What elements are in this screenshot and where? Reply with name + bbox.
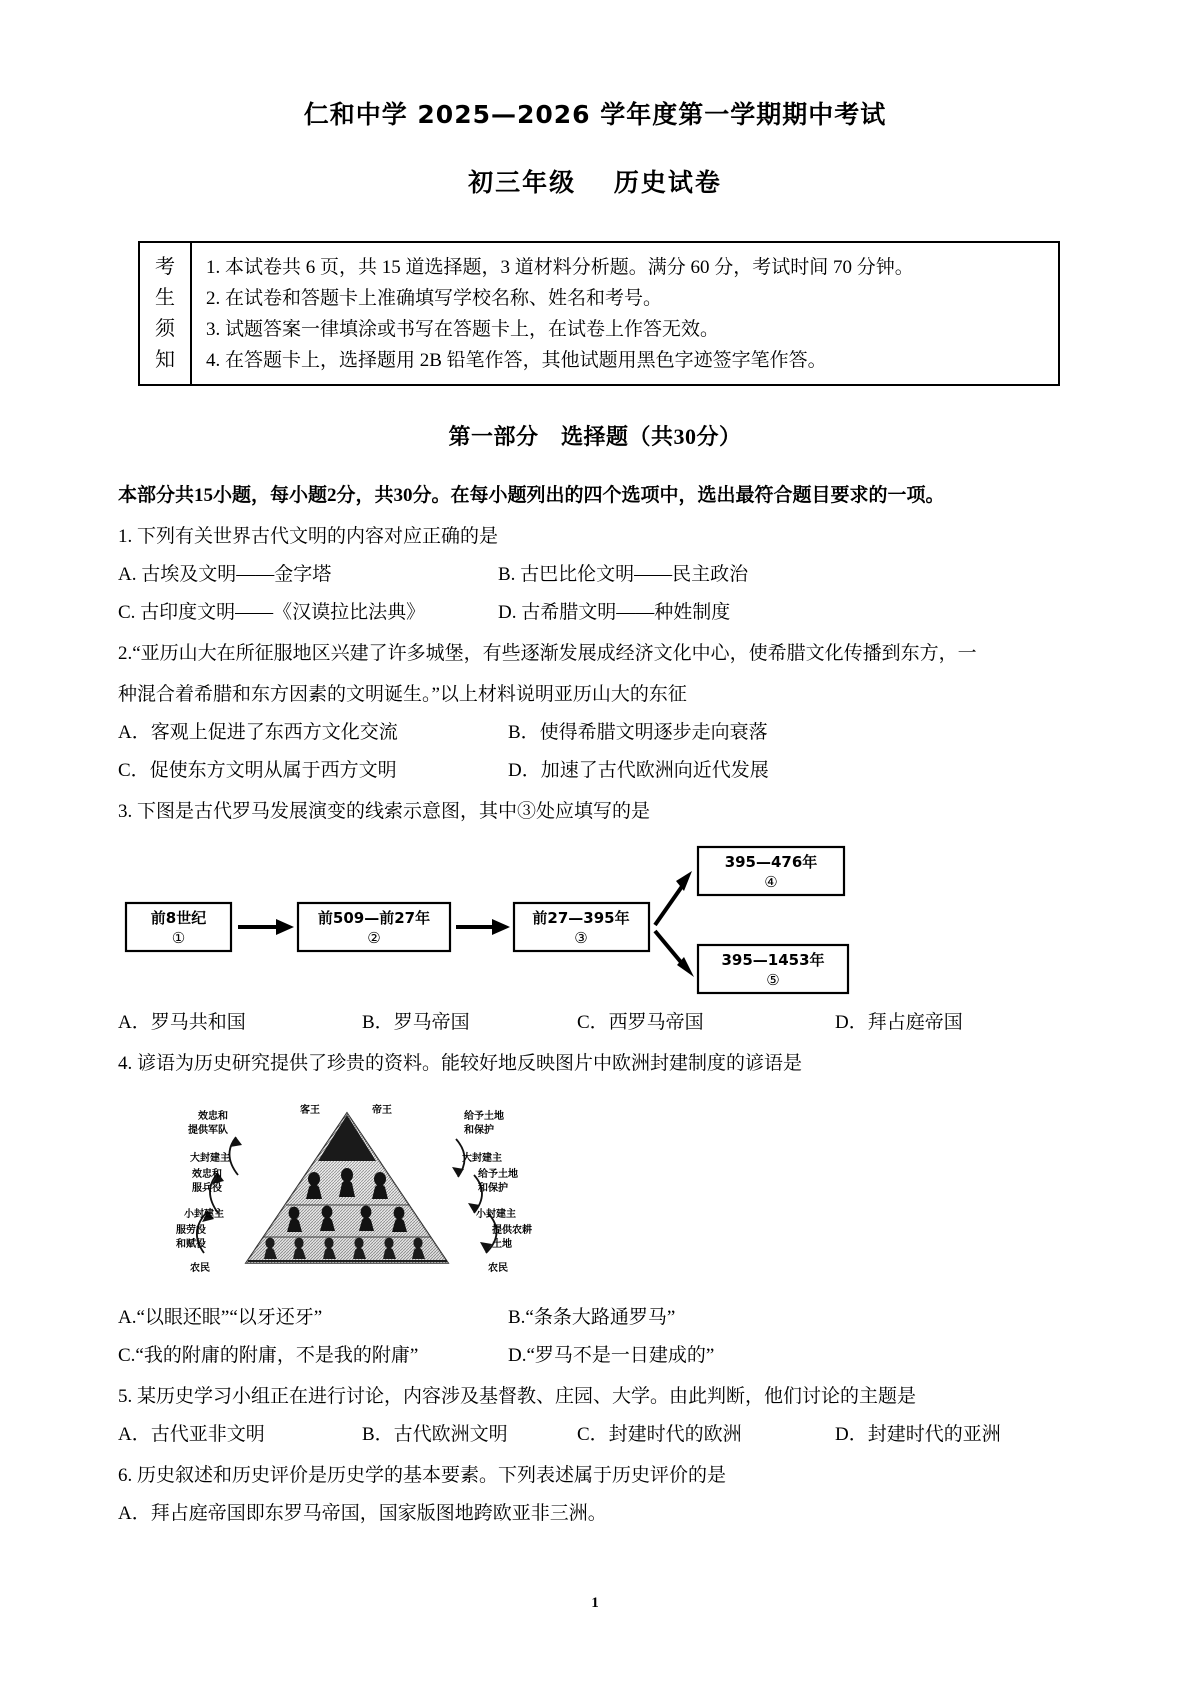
option-1-A[interactable]: A. 古埃及文明——金字塔 (118, 564, 332, 585)
option-3-A[interactable]: A．罗马共和国 (118, 1012, 246, 1033)
option-4-C[interactable]: C.“我的附庸的附庸，不是我的附庸” (118, 1345, 419, 1366)
rome-timeline-flowchart (118, 845, 1072, 1000)
question-stem-4: 4. 谚语为历史研究提供了珍贵的资料。能较好地反映图片中欧洲封建制度的谚语是 (118, 1053, 803, 1074)
question-stem-2-line2: 种混合着希腊和东方因素的文明诞生。”以上材料说明亚历山大的东征 (118, 684, 687, 705)
page-subtitle: 初三年级 历史试卷 (468, 168, 722, 197)
notice-items (192, 243, 1058, 384)
pyramid-left-label-duty3: 服劳役 (176, 1225, 206, 1236)
flow-node-5-label: 395—1453年 (721, 951, 825, 969)
option-5-B[interactable]: B．古代欧洲文明 (362, 1424, 508, 1445)
part-one-instructions: 本部分共15小题，每小题2分，共30分。在每小题列出的四个选项中，选出最符合题目要求的一项。 (118, 485, 945, 506)
notice-label-char: 知 (155, 349, 175, 371)
question-options-5 (118, 1419, 1072, 1450)
pyramid-right-label-grant2b: 和保护 (478, 1183, 508, 1194)
flow-arrow-2-3 (456, 919, 510, 935)
question-options-1 (118, 597, 1072, 628)
option-4-B[interactable]: B.“条条大路通罗马” (508, 1307, 676, 1328)
question-options-4 (118, 1302, 1072, 1333)
option-2-C[interactable]: C．促使东方文明从属于西方文明 (118, 760, 397, 781)
pyramid-left-label-duty2: 效忠和 (192, 1169, 222, 1180)
flow-node-4-label: 395—476年 (724, 853, 818, 871)
notice-item: 1. 本试卷共 6 页，共 15 道选择题，3 道材料分析题。满分 60 分，考试时间 70 分钟。 (206, 257, 914, 278)
pyramid-left-label-duty1: 效忠和 (198, 1111, 228, 1122)
part-one-heading: 第一部分 选择题（共30分） (448, 424, 742, 449)
page-title: 仁和中学 2025—2026 学年度第一学期期中考试 (303, 100, 887, 129)
question-stem-5: 5. 某历史学习小组正在进行讨论，内容涉及基督教、庄园、大学。由此判断，他们讨论的主题是 (118, 1386, 917, 1407)
questions-body (0, 481, 1190, 1529)
flow-arrow-3-5 (655, 931, 694, 977)
page-number: 1 (591, 1595, 599, 1611)
pyramid-right-label-grant3: 提供农耕 (492, 1225, 532, 1236)
pyramid-apex-cap (318, 1115, 376, 1161)
flowchart-svg (118, 845, 1072, 1000)
flow-node-3-marker: ③ (574, 929, 588, 947)
notice-item: 3. 试题答案一律填涂或书写在答题卡上，在试卷上作答无效。 (206, 319, 720, 340)
pyramid-right-label-rank3: 农民 (488, 1263, 508, 1274)
flow-node-5-marker: ⑤ (766, 971, 780, 989)
question-options-3 (118, 1007, 1072, 1038)
pyramid-left-label-rank3: 农民 (190, 1263, 210, 1274)
question-options-4 (118, 1340, 1072, 1371)
question-stem-1: 1. 下列有关世界古代文明的内容对应正确的是 (118, 526, 499, 547)
question-stem-6: 6. 历史叙述和历史评价是历史学的基本要素。下列表述属于历史评价的是 (118, 1465, 727, 1486)
option-3-D[interactable]: D．拜占庭帝国 (835, 1012, 963, 1033)
pyramid-svg (118, 1095, 1072, 1295)
candidate-notice-box (138, 241, 1060, 386)
option-2-D[interactable]: D．加速了古代欧洲向近代发展 (508, 760, 769, 781)
pyramid-apex-label-left: 客王 (300, 1105, 320, 1116)
question-options-2 (118, 755, 1072, 786)
option-3-C[interactable]: C．西罗马帝国 (577, 1012, 704, 1033)
feudal-pyramid-figure (118, 1095, 1072, 1295)
question-options-2 (118, 717, 1072, 748)
pyramid-left-label-rank2: 小封建主 (184, 1209, 224, 1220)
option-2-A[interactable]: A．客观上促进了东西方文化交流 (118, 722, 398, 743)
option-6-A[interactable]: A．拜占庭帝国即东罗马帝国，国家版图地跨欧亚非三洲。 (118, 1503, 607, 1524)
option-2-B[interactable]: B．使得希腊文明逐步走向衰落 (508, 722, 768, 743)
pyramid-right-label-grant1: 给予土地 (464, 1111, 504, 1122)
question-options-6 (118, 1498, 1072, 1529)
flow-arrow-1-2 (238, 919, 294, 935)
flow-node-2-marker: ② (367, 929, 381, 947)
notice-label-char: 须 (155, 318, 175, 340)
notice-label-char: 生 (155, 287, 175, 309)
option-4-D[interactable]: D.“罗马不是一日建成的” (508, 1345, 715, 1366)
flow-node-1-marker: ① (171, 929, 186, 947)
pyramid-right-label-grant2: 给予土地 (478, 1169, 518, 1180)
pyramid-right-label-grant3b: 土地 (492, 1239, 512, 1250)
option-5-C[interactable]: C．封建时代的欧洲 (577, 1424, 742, 1445)
option-5-D[interactable]: D．封建时代的亚洲 (835, 1424, 1001, 1445)
notice-item: 2. 在试卷和答题卡上准确填写学校名称、姓名和考号。 (206, 288, 663, 309)
question-stem-2-line1: 2.“亚历山大在所征服地区兴建了许多城堡，有些逐渐发展成经济文化中心，使希腊文化传播到东方，一 (118, 643, 977, 664)
option-4-A[interactable]: A.“以眼还眼”“以牙还牙” (118, 1307, 323, 1328)
flow-node-2-label: 前509—前27年 (317, 909, 431, 927)
flow-arrow-3-4 (655, 871, 692, 925)
pyramid-right-label-rank2: 小封建主 (476, 1209, 516, 1220)
notice-vertical-label (140, 243, 192, 384)
question-options-1 (118, 559, 1072, 590)
notice-label-char: 考 (155, 256, 175, 278)
flow-node-3-label: 前27—395年 (532, 909, 630, 927)
option-1-B[interactable]: B. 古巴比伦文明——民主政治 (498, 564, 749, 585)
option-5-A[interactable]: A．古代亚非文明 (118, 1424, 265, 1445)
pyramid-apex-label-right: 帝王 (372, 1105, 392, 1116)
option-1-D[interactable]: D. 古希腊文明——种姓制度 (498, 602, 731, 623)
pyramid-left-label-duty1b: 提供军队 (188, 1125, 228, 1136)
option-1-C[interactable]: C. 古印度文明——《汉谟拉比法典》 (118, 602, 426, 623)
pyramid-right-label-rank1: 大封建主 (462, 1153, 502, 1164)
pyramid-left-label-duty2b: 服兵役 (192, 1183, 222, 1194)
option-3-B[interactable]: B．罗马帝国 (362, 1012, 470, 1033)
notice-item: 4. 在答题卡上，选择题用 2B 铅笔作答，其他试题用黑色字迹签字笔作答。 (206, 350, 827, 371)
question-stem-3: 3. 下图是古代罗马发展演变的线索示意图，其中③处应填写的是 (118, 801, 651, 822)
flow-node-1-label: 前8世纪 (150, 909, 207, 927)
pyramid-left-label-rank1: 大封建主 (190, 1153, 230, 1164)
pyramid-left-label-duty3b: 和赋役 (176, 1239, 206, 1250)
flow-node-4-marker: ④ (764, 873, 778, 891)
pyramid-right-label-grant1b: 和保护 (464, 1125, 494, 1136)
